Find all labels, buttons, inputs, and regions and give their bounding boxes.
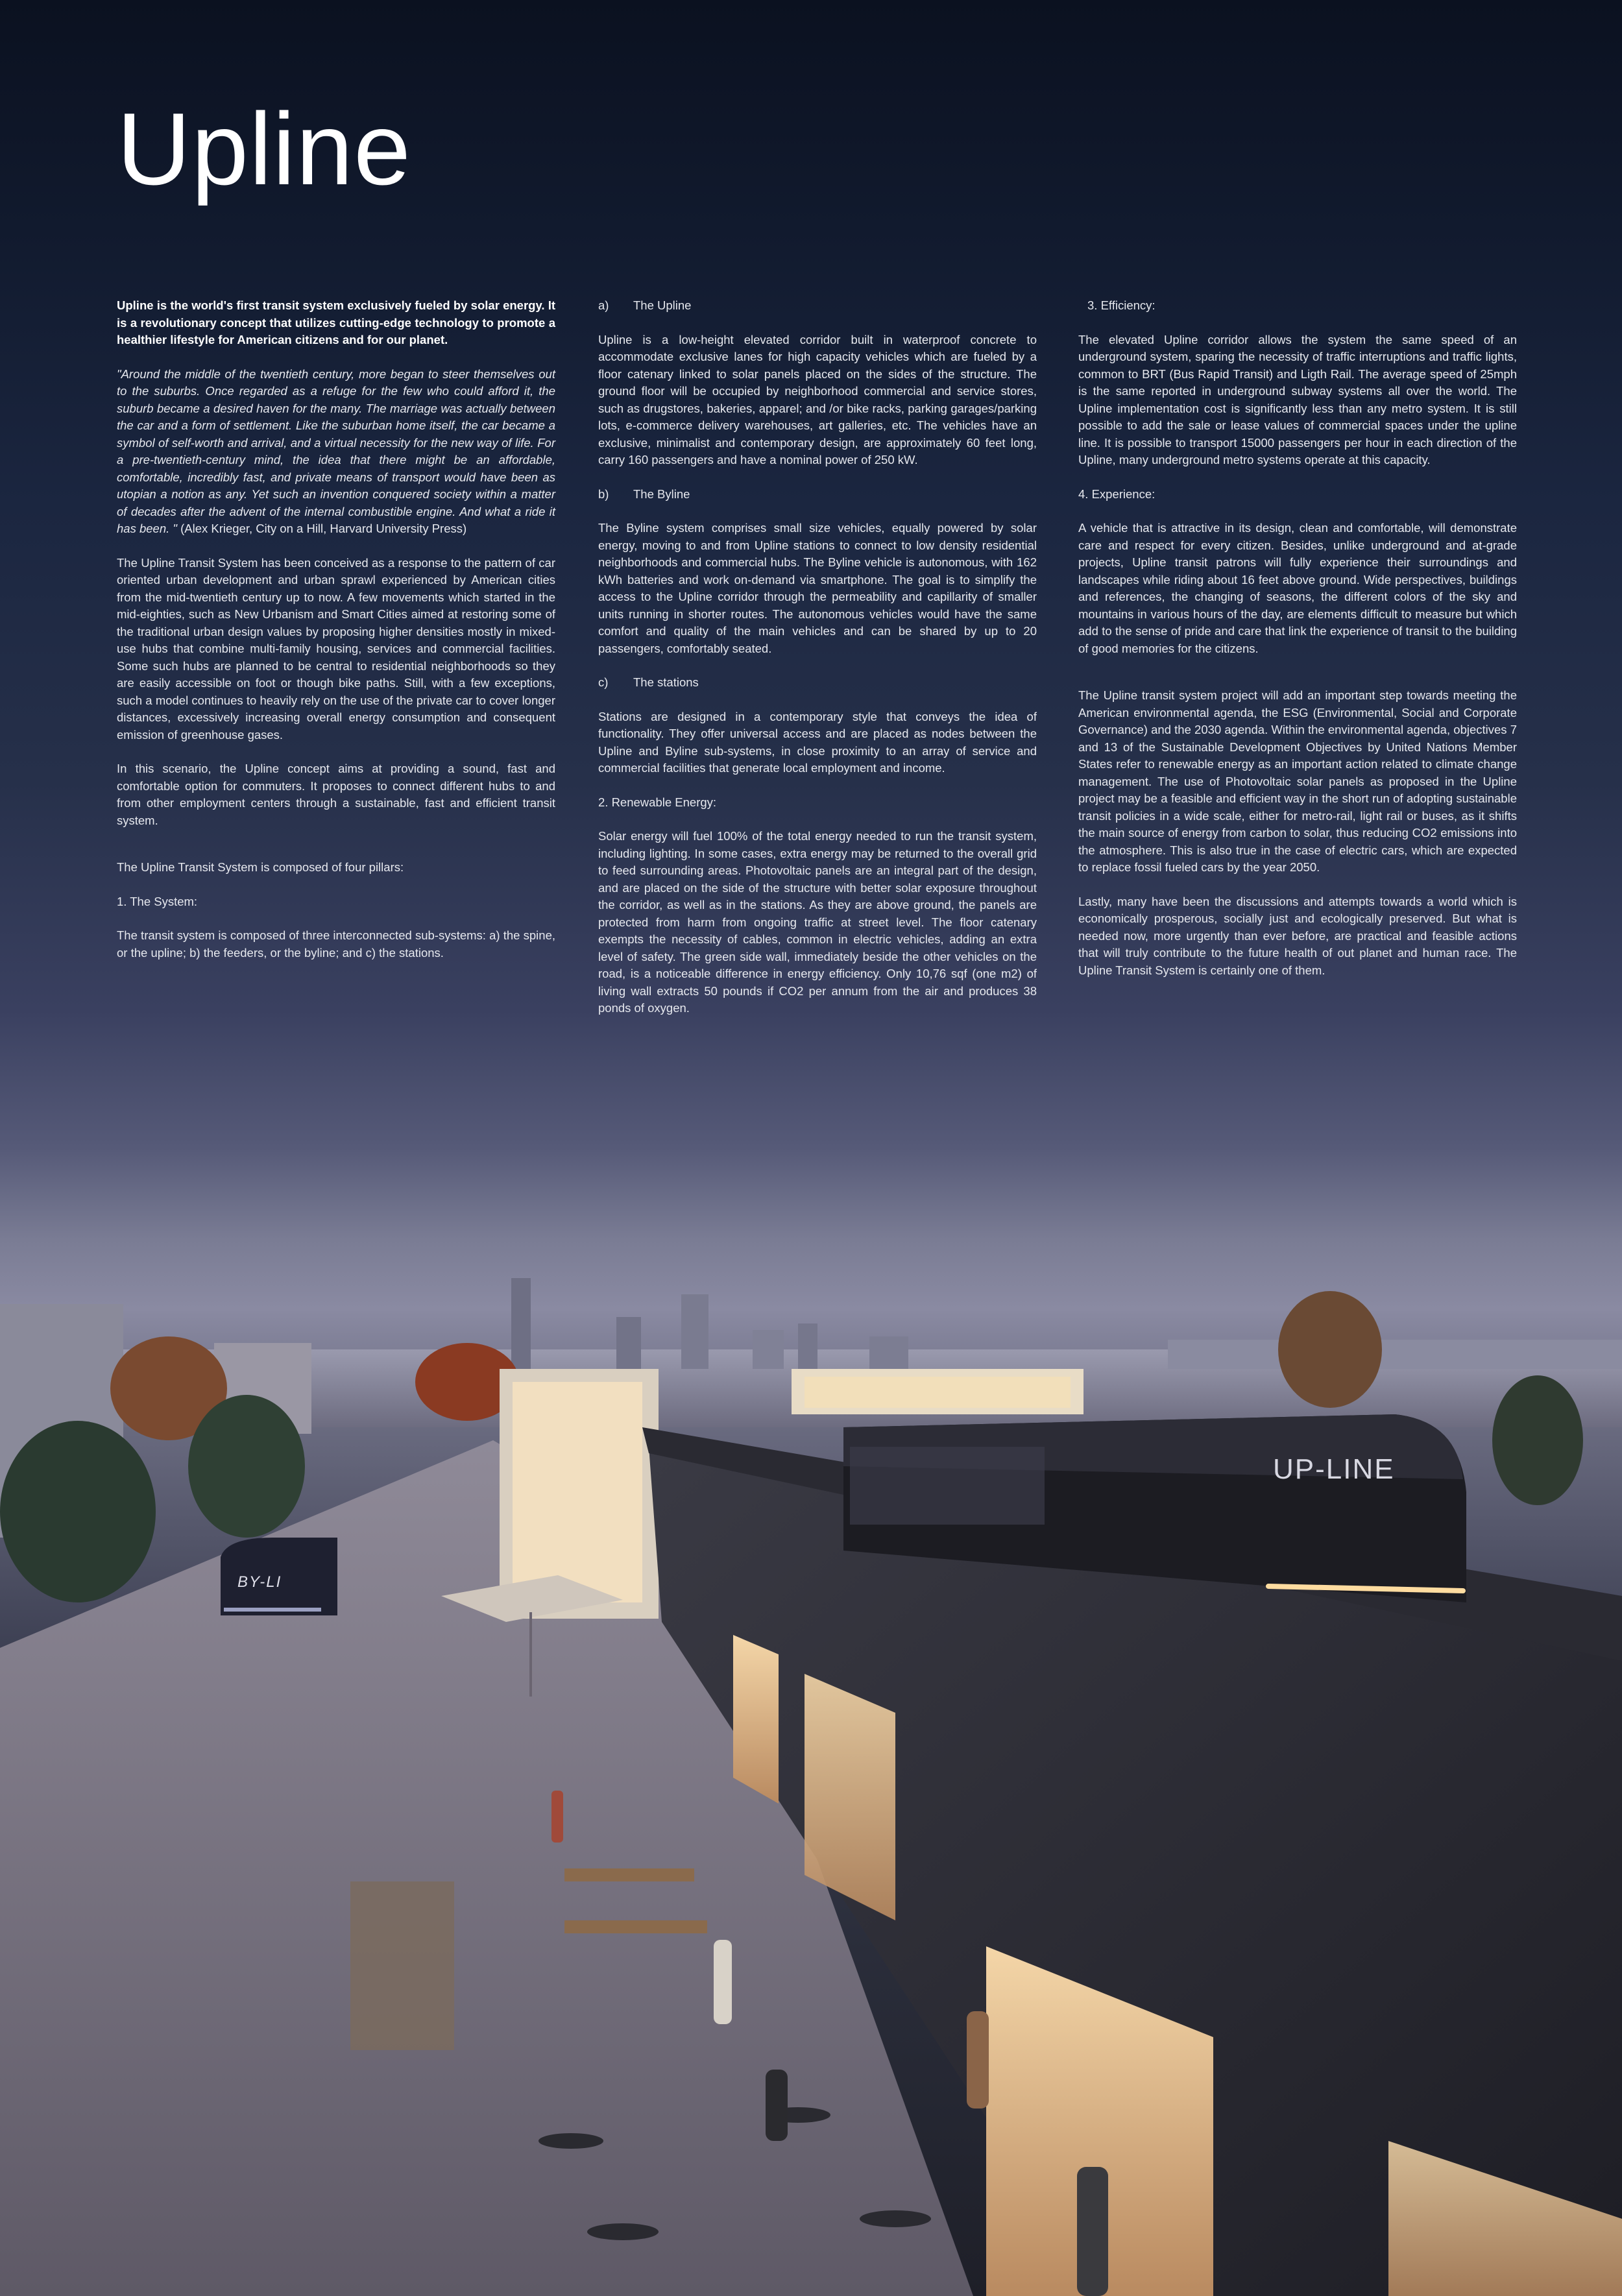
- pillars-heading: The Upline Transit System is composed of four pillars:: [117, 860, 404, 874]
- stations-paragraph: Stations are designed in a contemporary style that conveys the idea of functionality. They offer universal access and are placed as nodes between the Upline and Byline sub-systems, in close proximity to an array of service and commercial facilities that generate local employment and income.: [598, 709, 1037, 775]
- stations-heading: [598, 674, 1037, 692]
- upline-heading-title: The Upline: [633, 298, 692, 312]
- quote-source: (Alex Krieger, City on a Hill, Harvard University Press): [176, 522, 467, 535]
- efficiency-heading: 3. Efficiency:: [1087, 298, 1156, 312]
- text-column-2: [598, 297, 1037, 1034]
- upline-heading: [598, 297, 1037, 315]
- krieger-quote: "Around the middle of the twentieth century, more began to steer themselves out to the suburbs. Once regarded as a refuge for the few who could afford it, the suburb became a desired haven for the many. The marriage was actually between the car and a form of settlement. Like the suburban home itself, the car became a symbol of self-worth and arrival, and a virtual necessity for the new way of life. For a pre-twentieth-century mind, the idea that there might be an affordable, comfortable, incredibly fast, and private means of transport would have been as utopian a notion as any. Yet such an invention conquered society within a matter of decades after the advent of the internal combustible engine. And what a ride it has been. ": [117, 367, 555, 535]
- renewable-energy-paragraph: Solar energy will fuel 100% of the total energy needed to run the transit system, including lighting. In some cases, extra energy may be returned to the overall grid to feed surrounding areas. Photovoltaic panels are an integral part of the design, and are placed on the side of the structure with better solar exposure throughout the corridor, as well as in the stations. As they are above ground, the panels are protected from harm from ongoing traffic at street level. The floor catenary exempts the necessity of cables, common in electric vehicles, adding an extra level of safety. The green side wall, immediately beside the other vehicles on the road, is a noticeable difference in energy efficiency. Only 10,76 sqf (one m2) of living wall extracts 50 pounds if CO2 per annum from the air and produces 38 ponds of oxygen.: [598, 829, 1037, 1015]
- upline-paragraph: Upline is a low-height elevated corridor built in waterproof concrete to accommodate exclusive lanes for high capacity vehicles which are fueled by a floor catenary linked to solar panels placed on the sides of the structure. The ground floor will be occupied by neighborhood commercial and service stores, such as drugstores, bakeries, apparel; and /or bike racks, parking garages/parking lots, e-commerce delivery warehouses, art galleries, etc. The vehicles have an exclusive, minimalist and contemporary design, are approximately 60 feet long, carry 160 passengers and have a nominal power of 250 kW.: [598, 332, 1037, 466]
- byline-heading-title: The Byline: [633, 487, 690, 501]
- scenario-paragraph: In this scenario, the Upline concept aims at providing a sound, fast and comfortable option for commuters. It proposes to connect different hubs to and from other employment centers through a sustainable, fast and efficient transit system.: [117, 762, 555, 827]
- experience-heading: 4. Experience:: [1078, 487, 1156, 501]
- byline-paragraph: The Byline system comprises small size vehicles, equally powered by solar energy, moving to and from Upline stations to connect to low density residential neighborhoods and commercial hubs. The Byline vehicle is autonomous, with 162 kWh batteries and work on-demand via smartphone. The goal is to simplify the access to the Upline corridor through the permeability and capillarity of smaller units running in shorter routes. The autonomous vehicles would have the same comfort and quality of the main vehicles and can be shared by up to 20 passengers, comfortably seated.: [598, 521, 1037, 655]
- text-column-3: [1078, 297, 1517, 996]
- upline-heading-number: a): [598, 298, 609, 312]
- text-column-1: [117, 297, 555, 978]
- renewable-energy-heading: 2. Renewable Energy:: [598, 795, 717, 809]
- byline-vehicle-logo: BY-LI: [237, 1573, 282, 1591]
- experience-paragraph: A vehicle that is attractive in its design, clean and comfortable, will demonstrate care and respect for every citizen. Besides, unlike underground and at-grade projects, Upline transit patrons will fully experience their surroundings and landscapes while riding about 16 feet above ground. Wide perspectives, buildings and references, the changing of seasons, the different colors of the sky and mountains in various hours of the day, are elements difficult to measure but which add to the sense of pride and care that link the experience of transit to the building of good memories for the citizens.: [1078, 521, 1517, 655]
- transit-system-paragraph: The Upline Transit System has been conceived as a response to the pattern of car oriented urban development and urban sprawl experienced by American cities from the mid-twentieth century up to now. A few movements which started in the mid-eighties, such as New Urbanism and Smart Cities aimed at restoring some of the traditional urban design values by proposing higher densities mostly in mixed-use hubs that combine multi-family housing, services and commercial facilities. Some such hubs are planned to be central to residential neighborhoods so they are easily accessible on foot or though bike paths. Still, with a few exceptions, such a model continues to heavily rely on the use of the private car to cover longer distances, excessively increasing overall energy consumption and consequent emission of greenhouse gases.: [117, 555, 555, 742]
- agenda-paragraph: The Upline transit system project will add an important step towards meeting the American environmental agenda, the ESG (Environmental, Social and Corporate Governance) and the 2030 agenda. Within the environmental agenda, objectives 7 and 13 of the Sustainable Development Objectives by United Nations Member States refer to renewable energy as an important action related to climate change management. The use of Photovoltaic solar panels as proposed in the Upline project may be a feasible and efficient way in the short run of adopting sustainable transit policies in a wide scale, either for metro-rail, light rail or buses, as it shifts the main source of energy from carbon to solar, thus reducing CO2 emissions into the atmosphere. This is also true in the case of electric cars, which are expected to replace fossil fueled cars by the year 2050.: [1078, 688, 1517, 874]
- station-rendering: [0, 1233, 1622, 2296]
- conclusion-paragraph: Lastly, many have been the discussions and attempts towards a world which is economically prosperous, socially just and ecologically preserved. But what is needed now, more urgently than ever before, are practical and feasible actions that will truly contribute to the future health of out planet and human race. The Upline Transit System is certainly one of them.: [1078, 894, 1517, 977]
- system-heading: 1. The System:: [117, 894, 198, 908]
- efficiency-paragraph: The elevated Upline corridor allows the system the same speed of an underground system, sparing the necessity of traffic interruptions and traffic lights, common to BRT (Bus Rapid Transit) and Ligth Rail. The average speed of 25mph is the same reported in underground subway systems all over the world. The Upline implementation cost is significantly less than any metro system. It is still possible to add the sale or lease values of commercial spaces under the upline line. It is possible to transport 15000 passengers per hour in each direction of the Upline, many underground metro systems operate at this capacity.: [1078, 332, 1517, 466]
- byline-heading: [598, 486, 1037, 503]
- system-paragraph: The transit system is composed of three interconnected sub-systems: a) the spine, or the upline; b) the feeders, or the byline; and c) the stations.: [117, 928, 555, 960]
- upline-vehicle-logo: UP-LINE: [1273, 1453, 1395, 1485]
- station-illustration: [0, 1233, 1622, 2296]
- stations-heading-title: The stations: [633, 675, 699, 689]
- page-title: Upline: [117, 92, 411, 206]
- quote-paragraph: [117, 366, 555, 538]
- stations-heading-number: c): [598, 675, 609, 689]
- intro-paragraph: Upline is the world's first transit system exclusively fueled by solar energy. It is a revolutionary concept that utilizes cutting-edge technology to promote a healthier lifestyle for American citizens and for our planet.: [117, 298, 555, 346]
- byline-heading-number: b): [598, 487, 609, 501]
